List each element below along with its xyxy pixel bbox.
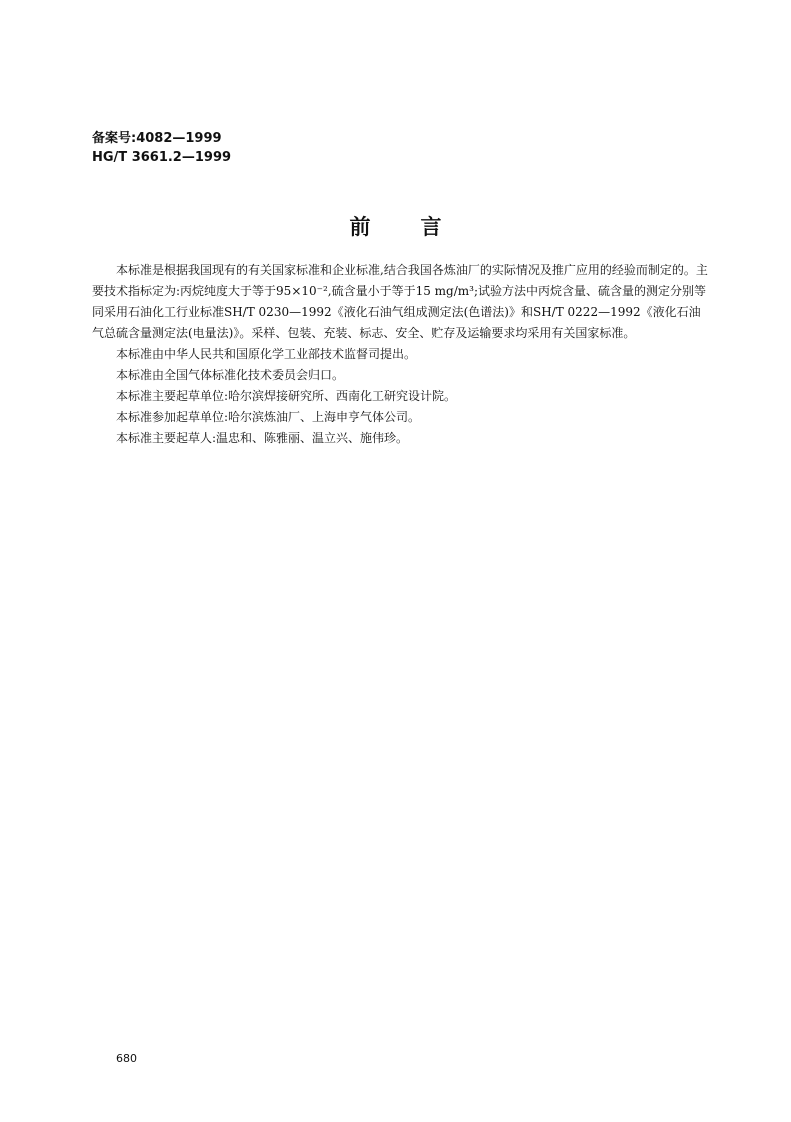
- paragraph-main-drafting-units: 本标准主要起草单位:哈尔滨焊接研究所、西南化工研究设计院。: [116, 389, 457, 403]
- page-title: [0, 211, 791, 241]
- foreword-body: [92, 260, 712, 449]
- standard-number: HG/T 3661.2—1999: [92, 150, 232, 165]
- paragraph-administrator: 本标准由全国气体标准化技术委员会归口。: [116, 368, 345, 382]
- paragraph-main-drafters: 本标准主要起草人:温忠和、陈雅丽、温立兴、施伟珍。: [116, 431, 409, 445]
- title-char-2: 言: [420, 214, 442, 239]
- paragraph-proposer: 本标准由中华人民共和国原化学工业部技术监督司提出。: [116, 347, 417, 361]
- page-number: 680: [116, 1052, 137, 1065]
- title-char-1: 前: [349, 214, 371, 239]
- filing-number: 备案号:4082—1999: [92, 131, 222, 146]
- paragraph-intro: 本标准是根据我国现有的有关国家标准和企业标准,结合我国各炼油厂的实际情况及推广应用的经验而制定的。主要技术指标定为:丙烷纯度大于等于95×10⁻²,硫含量小于等于15 mg/m³;试验方法中丙烷含量、硫含量的测定分别等同采用石油化工行业标准SH/T 0230—1992《液化石油气组成测定法(色谱法)》和SH/T 0222—1992《液化石油气总硫含量测定法(电量法)》。采样、包装、充装、标志、安全、贮存及运输要求均采用有关国家标准。: [92, 263, 708, 340]
- document-header: [92, 129, 231, 167]
- paragraph-participating-units: 本标准参加起草单位:哈尔滨炼油厂、上海申亨气体公司。: [116, 410, 421, 424]
